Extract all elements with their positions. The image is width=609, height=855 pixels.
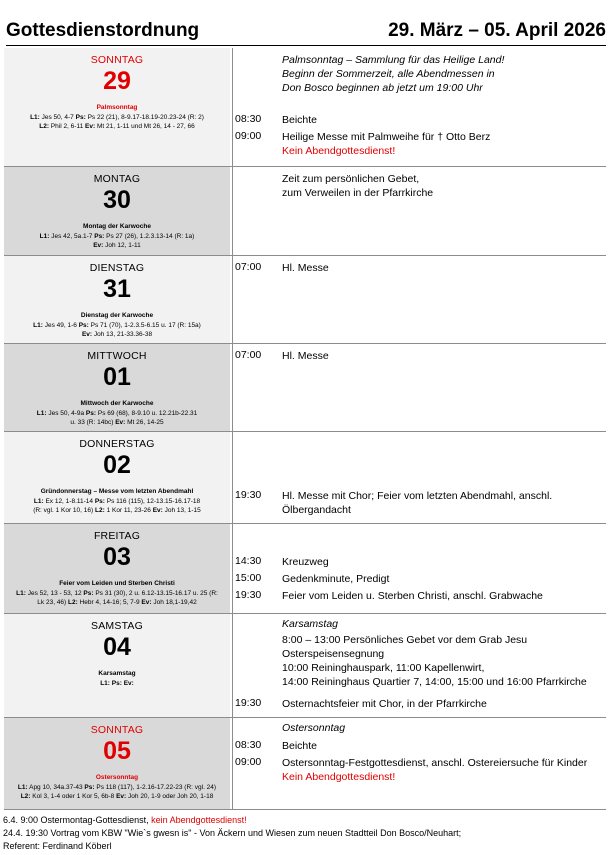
- day-cell: [4, 256, 230, 343]
- day-name: MITTWOCH: [87, 350, 147, 362]
- column-divider: [232, 48, 233, 166]
- day-note: Karsamstag: [282, 618, 339, 630]
- service-time: 07:00: [235, 261, 262, 273]
- day-row-02: [4, 432, 606, 524]
- day-row-29: [4, 48, 606, 167]
- document-title: Gottesdienstordnung: [6, 20, 200, 41]
- readings: L1: Ex 12, 1-8.11-14 Ps: Ps 116 (115), 12-13.15-16.17-18 (R: vgl. 1 Kor 10, 16) L2: 1 Kor 11, 23-26 Ev: Joh 13, 1-15: [33, 498, 201, 514]
- feast-name: Ostersonntag: [95, 774, 139, 781]
- feast-name: Dienstag der Karwoche: [80, 312, 154, 319]
- feast-name: Gründonnerstag – Messe vom letzten Abendmahl: [40, 488, 194, 495]
- feast-name: Palmsonntag: [96, 104, 138, 111]
- service-text: Kreuzweg: [282, 556, 329, 568]
- service-time: 07:00: [235, 349, 262, 361]
- day-note: Ostersonntag: [282, 722, 346, 734]
- footer-line: 24.4. 19:30 Vortrag vom KBW "Wie`s gwesn is" - Von Äckern und Wiesen zum neuen Stadtteil Don Bosco/Neuhart;: [3, 828, 462, 838]
- service-text: Feier vom Leiden u. Sterben Christi, anschl. Grabwache: [282, 590, 543, 602]
- schedule-table: [4, 48, 606, 810]
- service-time: 19:30: [235, 489, 262, 501]
- column-divider: [232, 344, 233, 431]
- day-name: MONTAG: [93, 173, 141, 185]
- column-divider: [232, 524, 233, 613]
- service-text: Hl. Messe: [282, 350, 329, 362]
- service-time: 09:00: [235, 756, 262, 768]
- feast-name: Karsamstag: [98, 670, 136, 677]
- day-cell: [4, 48, 230, 166]
- day-cell: [4, 167, 230, 255]
- column-divider: [232, 614, 233, 717]
- column-divider: [232, 256, 233, 343]
- service-text: Hl. Messe: [282, 262, 329, 274]
- day-row-31: [4, 256, 606, 344]
- day-row-04: [4, 614, 606, 718]
- day-name: DONNERSTAG: [79, 438, 155, 450]
- no-evening-service-notice: Kein Abendgottesdienst!: [282, 145, 396, 157]
- day-cell: [4, 344, 230, 431]
- day-number: 31: [103, 275, 131, 303]
- day-note: Palmsonntag – Sammlung für das Heilige Land! Beginn der Sommerzeit, alle Abendmessen in Don Bosco beginnen ab jetzt um 19:00 Uhr: [282, 54, 505, 94]
- service-text: Hl. Messe mit Chor; Feier vom letzten Abendmahl, anschl. Ölbergandacht: [282, 490, 553, 516]
- day-cell: [4, 432, 230, 523]
- readings: L1: Jes 52, 13 - 53, 12 Ps: Ps 31 (30), 2 u. 6.12-13.15-16.17 u. 25 (R: Lk 23, 46) L2: Hebr 4, 14-16; 5, 7-9 Ev: Joh 18,1-19,42: [16, 590, 218, 606]
- readings: L1: Jes 49, 1-6 Ps: Ps 71 (70), 1-2.3.5-6.15 u. 17 (R: 15a) Ev: Joh 13, 21-33.36-38: [33, 322, 201, 338]
- service-time: 19:30: [235, 589, 262, 601]
- date-range: 29. März – 05. April 2026: [388, 20, 606, 41]
- day-number: 01: [103, 363, 131, 391]
- service-time: 08:30: [235, 113, 262, 125]
- day-name: SAMSTAG: [91, 620, 143, 632]
- day-row-05: [4, 718, 606, 810]
- service-text: Beichte: [282, 114, 318, 126]
- service-text: Osternachtsfeier mit Chor, in der Pfarrkirche: [282, 698, 487, 710]
- day-row-03: [4, 524, 606, 614]
- readings: L1: Jes 50, 4-7 Ps: Ps 22 (21), 8-9.17-18.19-20.23-24 (R: 2) L2: Phil 2, 6-11 Ev: Mt 21, 1-11 und Mt 26, 14 - 27, 66: [30, 114, 204, 130]
- service-time: 09:00: [235, 130, 262, 142]
- day-cell: [4, 524, 230, 613]
- feast-name: Montag der Karwoche: [83, 223, 151, 230]
- footer-notes: [3, 814, 607, 853]
- footer-line: 6.4. 9:00 Ostermontag-Gottesdienst, kein Abendgottesdienst!: [3, 815, 247, 825]
- column-divider: [232, 432, 233, 523]
- service-time: 19:30: [235, 697, 262, 709]
- day-text-block: 8:00 – 13:00 Persönliches Gebet vor dem Grab Jesu Osterspeisensegnung 10:00 Reininghauspark, 11:00 Kapellenwirt, 14:00 Reininghaus Quartier 7, 14:00, 15:00 und 16:00 Pfarrkirche: [282, 634, 587, 688]
- column-divider: [232, 167, 233, 255]
- service-time: 15:00: [235, 572, 262, 584]
- day-text: Zeit zum persönlichen Gebet, zum Verweilen in der Pfarrkirche: [282, 173, 434, 199]
- service-text: Gedenkminute, Predigt: [282, 573, 390, 585]
- day-name: SONNTAG: [90, 724, 144, 736]
- footer-line: Referent: Ferdinand Köberl: [3, 841, 112, 851]
- day-number: 05: [103, 737, 131, 765]
- day-name: FREITAG: [93, 530, 141, 542]
- service-text: Ostersonntag-Festgottesdienst, anschl. Ostereiersuche für Kinder Kein Abendgottesdienst!: [282, 757, 588, 783]
- feast-name: Mittwoch der Karwoche: [80, 400, 154, 407]
- readings: L1: Jes 42, 5a.1-7 Ps: Ps 27 (26), 1.2.3.13-14 (R: 1a) Ev: Joh 12, 1-11: [39, 233, 195, 249]
- readings: L1: Jes 50, 4-9a Ps: Ps 69 (68), 8-9.10 u. 12.21b-22.31 u. 33 (R: 14bc) Ev: Mt 26, 14-25: [36, 410, 198, 426]
- feast-name: Feier vom Leiden und Sterben Christi: [59, 580, 175, 587]
- readings: L1: Apg 10, 34a.37-43 Ps: Ps 118 (117), 1-2.16-17.22-23 (R: vgl. 24) L2: Kol 3, 1-4 oder 1 Kor 5, 6b-8 Ev: Joh 20, 1-9 oder Joh 20, 1-18: [17, 784, 217, 800]
- day-cell: [4, 614, 230, 717]
- day-number: 03: [103, 543, 131, 571]
- day-number: 30: [103, 186, 131, 214]
- day-name: SONNTAG: [90, 54, 144, 66]
- day-name: DIENSTAG: [89, 262, 145, 274]
- readings: L1: Ps: Ev:: [100, 680, 134, 687]
- service-text: Heilige Messe mit Palmweihe für † Otto Berz Kein Abendgottesdienst!: [282, 131, 491, 157]
- day-number: 29: [103, 67, 131, 95]
- day-cell: [4, 718, 230, 809]
- day-number: 04: [103, 633, 131, 661]
- service-time: 08:30: [235, 739, 262, 751]
- page-header: [6, 0, 606, 46]
- day-row-30: [4, 167, 606, 256]
- service-time: 14:30: [235, 555, 262, 567]
- column-divider: [232, 718, 233, 809]
- day-number: 02: [103, 451, 131, 479]
- no-evening-service-notice: Kein Abendgottesdienst!: [282, 771, 396, 783]
- service-text: Beichte: [282, 740, 318, 752]
- day-row-01: [4, 344, 606, 432]
